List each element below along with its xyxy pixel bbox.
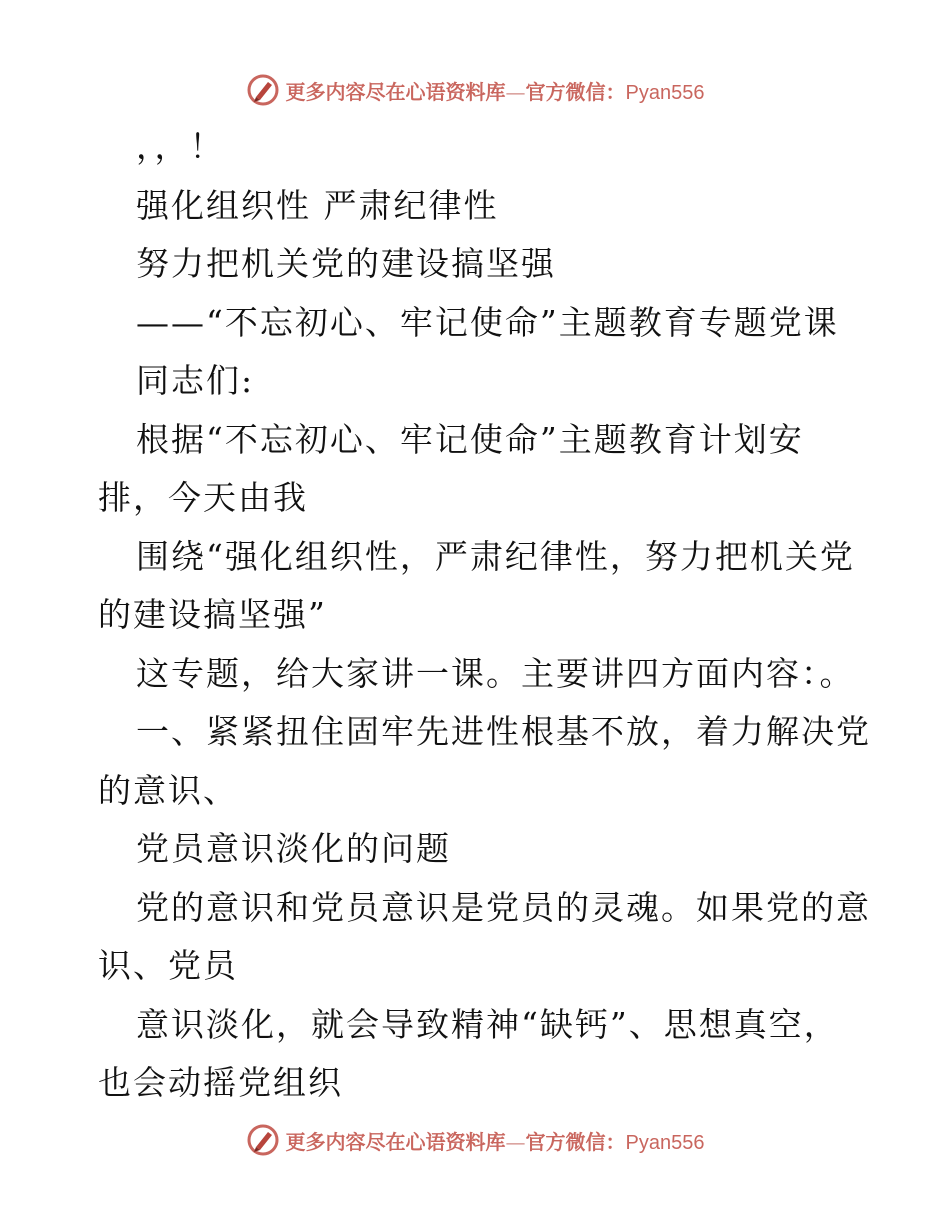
text-line: 意识淡化，就会导致精神“缺钙”、思想真空， [136,1004,839,1044]
text-line: 这专题，给大家讲一课。主要讲四方面内容：。 [136,653,855,693]
text-line: 排，今天由我 [98,478,308,517]
watermark-text: 更多内容尽在心语资料库—官方微信：Pyan556 [285,79,705,104]
document-title: 强化组织性 严肃纪律性 [136,185,499,225]
header-watermark [0,70,950,110]
text-line: 党的意识和党员意识是党员的灵魂。如果党的意 [136,887,871,927]
text-line: 围绕“强化组织性，严肃纪律性，努力把机关党 [136,536,855,576]
section-heading-cont: 的意识、 [98,770,238,810]
section-heading: 一、紧紧扭住固牢先进性根基不放，着力解决党 [136,712,871,751]
watermark-text: 更多内容尽在心语资料库—官方微信：Pyan556 [285,1129,705,1154]
text-line: 也会动摇党组织 [98,1063,343,1102]
text-line: ，，！ [136,127,225,166]
document-title-line-2: 努力把机关党的建设搞坚强 [136,244,556,283]
document-subtitle: ——“不忘初心、牢记使命”主题教育专题党课 [136,302,839,342]
text-line: 的建设搞坚强” [98,595,327,634]
document-body [98,118,871,1113]
pen-circle-logo-icon [246,1123,280,1157]
section-heading-cont: 党员意识淡化的问题 [136,829,451,868]
footer-watermark [0,1120,950,1160]
text-line: 识、党员 [98,946,238,985]
pen-circle-logo-icon [246,73,280,107]
text-line: 根据“不忘初心、牢记使命”主题教育计划安 [136,419,804,459]
salutation: 同志们: [136,361,255,400]
